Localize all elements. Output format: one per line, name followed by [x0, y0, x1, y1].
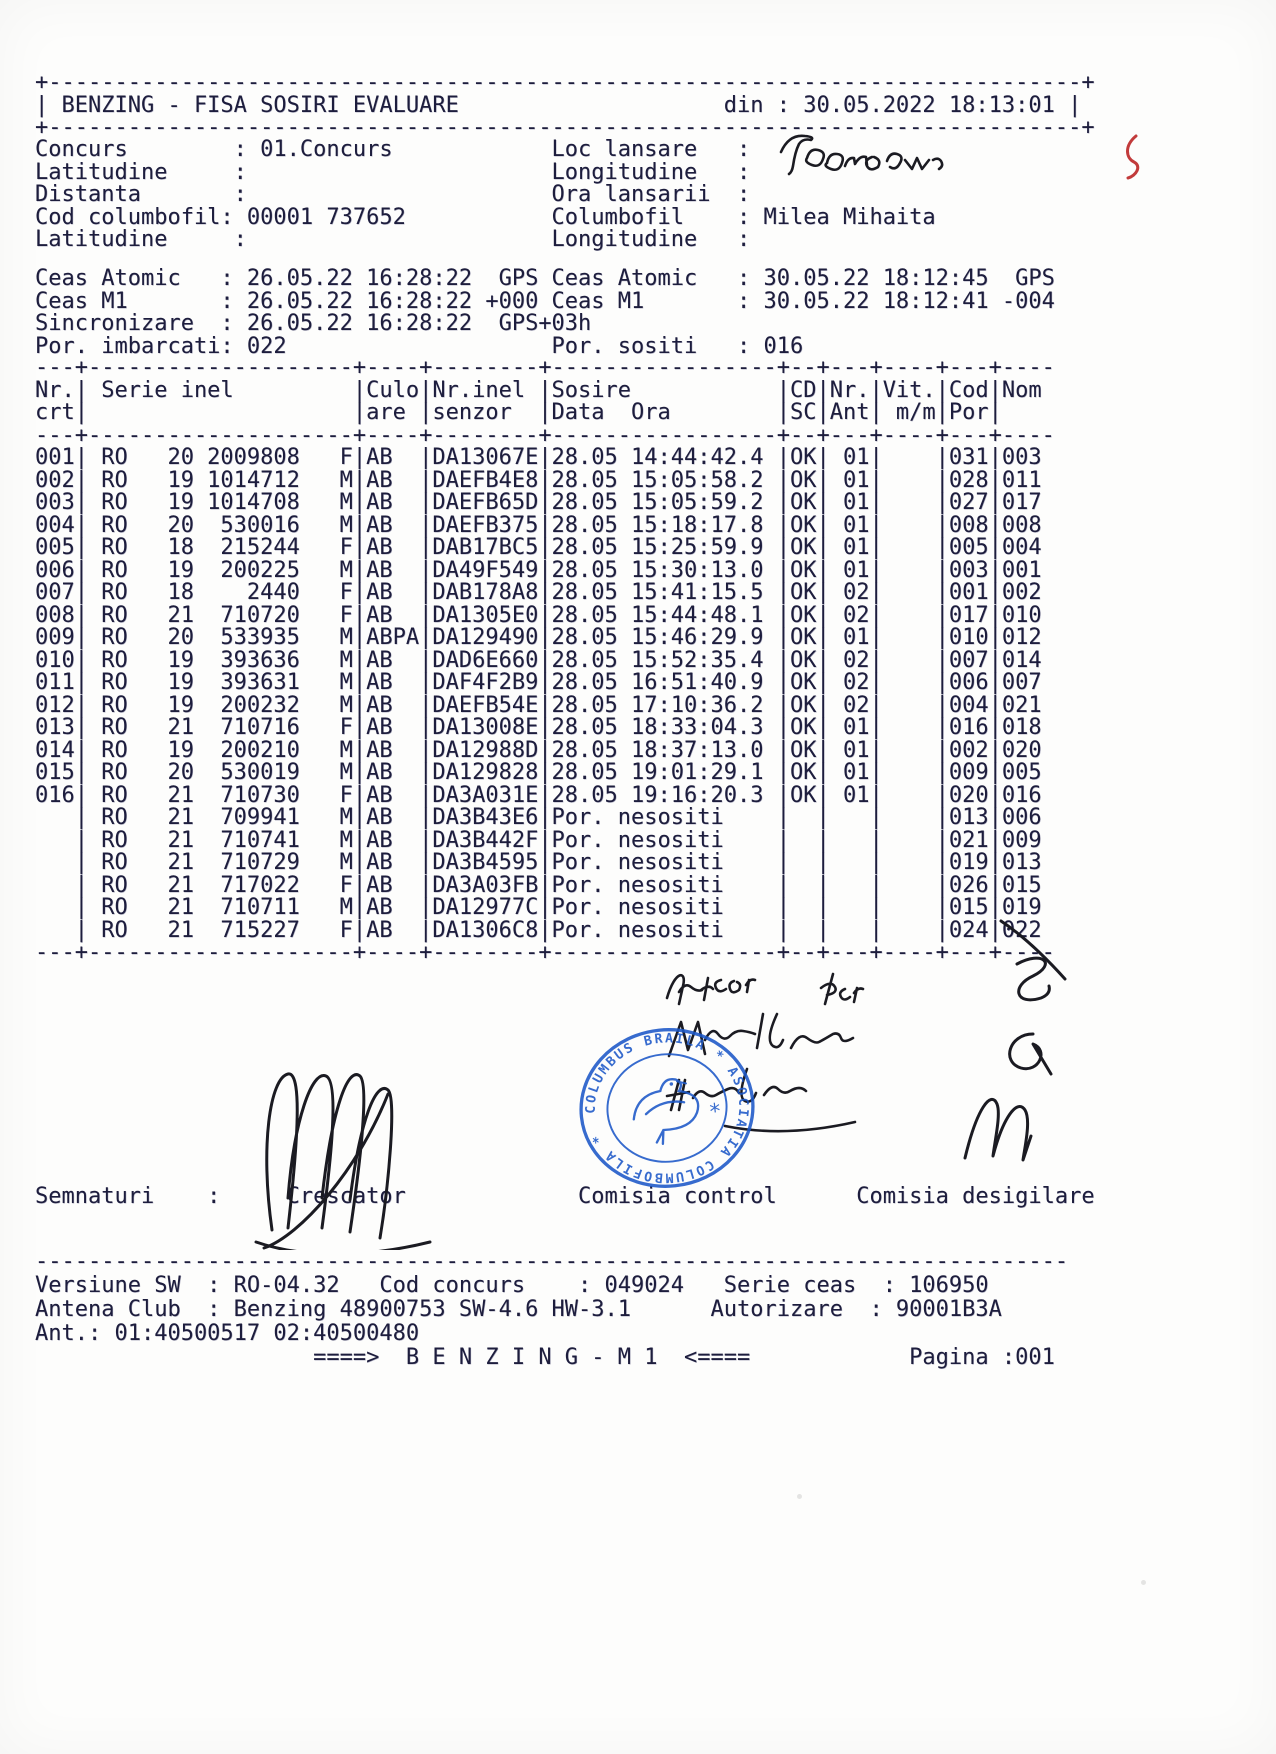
stamp-pigeon-icon [630, 1074, 724, 1146]
stamp-arc-text: COLUMBUS BRAILA * ASOCIATIA COLUMBOFILA * [583, 1031, 751, 1185]
right-margin-signatures [945, 950, 1075, 1170]
signatures-caption-line: Semnaturi : Crescator Comisia control Comisia desigilare [35, 1184, 1095, 1209]
table-row: 011| RO 19 393631 M|AB |DAF4F2B9|28.05 16:51:40.9 |OK| 02| |006|007 [35, 670, 1042, 695]
table-separator-bottom: ---+--------------------+----+--------+-----------------+--+---+----+---+---- [35, 940, 1055, 965]
clock-sync-section [35, 268, 1055, 358]
red-ink-mark [1118, 132, 1144, 182]
table-row: 013| RO 21 710716 F|AB |DA13008E|28.05 18:33:04.3 |OK| 01| |016|018 [35, 715, 1042, 740]
clock-line-m1: Ceas M1 : 26.05.22 16:28:22 +000 Ceas M1 : 30.05.22 18:12:41 -004 [35, 288, 1055, 314]
clock-line-porumbei: Por. imbarcati: 022 Por. sositi : 016 [35, 333, 804, 359]
contest-info-section [35, 139, 936, 252]
table-row: | RO 21 715227 F|AB |DA1306C8|Por. nesositi | | | |024|022 [35, 917, 1042, 943]
info-line-latitudine: Latitudine : Longitudine : [35, 159, 751, 185]
table-row: 007| RO 18 2440 F|AB |DAB178A8|28.05 15:41:15.5 |OK| 02| |001|002 [35, 580, 1042, 605]
footer-line-benzing: ====> B E N Z I N G - M 1 <==== Pagina :001 [35, 1345, 1055, 1370]
info-line-concurs: Concurs : 01.Concurs Loc lansare : [35, 137, 751, 162]
clock-line-atomic: Ceas Atomic : 26.05.22 16:28:22 GPS Ceas Atomic : 30.05.22 18:12:45 GPS [35, 266, 1055, 291]
table-row: 009| RO 20 533935 M|ABPA|DA129490|28.05 15:46:29.9 |OK| 01| |010|012 [35, 625, 1042, 650]
table-row: | RO 21 709941 M|AB |DA3B43E6|Por. nesositi | | | |013|006 [35, 805, 1042, 830]
table-row: | RO 21 710741 M|AB |DA3B442F|Por. nesositi | | | |021|009 [35, 827, 1042, 853]
info-line-distanta: Distanta : Ora lansarii : [35, 182, 751, 207]
scan-speck [1141, 1580, 1146, 1585]
document-header-box [35, 72, 1095, 140]
footer-line-antena: Antena Club : Benzing 48900753 SW-4.6 HW-3.1 Autorizare : 90001B3A [35, 1297, 1002, 1322]
table-separator-mid: ---+--------------------+----+--------+-----------------+--+---+----+---+---- [35, 422, 1055, 448]
svg-text:*: * [707, 1099, 723, 1126]
footer-divider: ------------------------------------------------------------------------------ [35, 1249, 1069, 1274]
table-header-row-1: Nr.| Serie inel |Culo|Nr.inel |Sosire |CD|Nr.|Vit.|Cod|Nom [35, 377, 1042, 403]
table-row: 008| RO 21 710720 F|AB |DA1305E0|28.05 15:44:48.1 |OK| 02| |017|010 [35, 602, 1042, 628]
info-line-cod-columbofil: Cod columbofil: 00001 737652 Columbofil : Milea Mihaita [35, 204, 936, 230]
table-row: 001| RO 20 2009808 F|AB |DA13067E|28.05 14:44:42.4 |OK| 01| |031|003 [35, 445, 1042, 470]
table-row: 006| RO 19 200225 M|AB |DA49F549|28.05 15:30:13.0 |OK| 01| |003|001 [35, 557, 1042, 583]
table-row: 014| RO 19 200210 M|AB |DA12988D|28.05 18:37:13.0 |OK| 01| |002|020 [35, 737, 1042, 763]
table-row: 002| RO 19 1014712 M|AB |DAEFB4E8|28.05 15:05:58.2 |OK| 01| |028|011 [35, 467, 1042, 493]
scan-speck [797, 1494, 802, 1499]
table-row: 010| RO 19 393636 M|AB |DAD6E660|28.05 15:52:35.4 |OK| 02| |007|014 [35, 647, 1042, 673]
table-row: | RO 21 710729 M|AB |DA3B4595|Por. nesositi | | | |019|013 [35, 850, 1042, 875]
signatures-caption-section [35, 1186, 1095, 1209]
table-header-row-2: crt| |are |senzor |Data Ora |SC|Ant| m/m|Por| [35, 400, 1002, 425]
control-committee-handwriting [655, 960, 955, 1150]
table-row: 016| RO 21 710730 F|AB |DA3A031E|28.05 19:16:20.3 |OK| 01| |020|016 [35, 782, 1042, 808]
results-table [35, 357, 1055, 965]
info-line-latitudine-2: Latitudine : Longitudine : [35, 227, 751, 252]
table-row: 012| RO 19 200232 M|AB |DAEFB54E|28.05 17:10:36.2 |OK| 02| |004|021 [35, 692, 1042, 718]
table-separator-top: ---+--------------------+----+--------+-----------------+--+---+----+---+---- [35, 355, 1055, 380]
clock-line-sincronizare: Sincronizare : 26.05.22 16:28:22 GPS+03h [35, 311, 592, 336]
table-row: 003| RO 19 1014708 M|AB |DAEFB65D|28.05 15:05:59.2 |OK| 01| |027|017 [35, 490, 1042, 515]
table-row: 005| RO 18 215244 F|AB |DAB17BC5|28.05 15:25:59.9 |OK| 01| |005|004 [35, 535, 1042, 560]
table-rows [35, 447, 1055, 942]
club-stamp [560, 1012, 775, 1204]
document-title-line: | BENZING - FISA SOSIRI EVALUARE din : 30.05.2022 18:13:01 | [35, 92, 1082, 118]
table-row: 004| RO 20 530016 M|AB |DAEFB375|28.05 15:18:17.8 |OK| 01| |008|008 [35, 512, 1042, 538]
box-border-top: +------------------------------------------------------------------------------+ [35, 70, 1095, 95]
footer-section [35, 1250, 1068, 1370]
footer-line-ant: Ant.: 01:40500517 02:40500480 [35, 1321, 420, 1346]
footer-line-versiune: Versiune SW : RO-04.32 Cod concurs : 049024 Serie ceas : 106950 [35, 1273, 989, 1298]
table-row: | RO 21 717022 F|AB |DA3A03FB|Por. nesositi | | | |026|015 [35, 872, 1042, 898]
table-row: | RO 21 710711 M|AB |DA12977C|Por. nesositi | | | |015|019 [35, 895, 1042, 920]
table-row: 015| RO 20 530019 M|AB |DA129828|28.05 19:01:29.1 |OK| 01| |009|005 [35, 760, 1042, 785]
box-border-bottom: +------------------------------------------------------------------------------+ [35, 115, 1095, 140]
breeder-signature-scribble [238, 1050, 448, 1250]
